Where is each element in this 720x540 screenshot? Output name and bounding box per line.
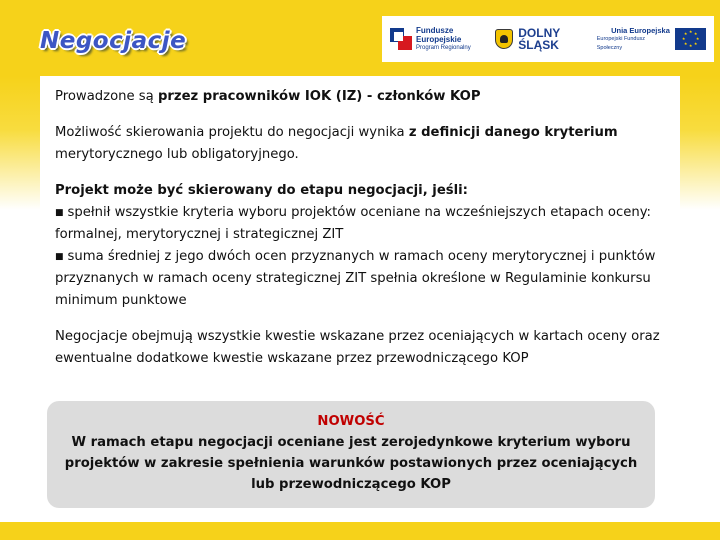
p2-text: Możliwość skierowania projektu do negocjacji wynika: [55, 125, 409, 140]
conditions-heading: Projekt może być skierowany do etapu negocjacji, jeśli:: [55, 183, 468, 198]
left-side-band: [0, 76, 40, 522]
notice-body: W ramach etapu negocjacji oceniane jest zerojedynkowe kryterium wyboru projektów w zakresie spełnienia warunków postawionych przez oceniających lub przewodniczącego KOP: [64, 435, 638, 492]
fe-logo-line2: Europejskie: [416, 34, 462, 44]
p2-suffix: merytorycznego lub obligatoryjnego.: [55, 147, 299, 162]
eagle-crest-icon: [495, 29, 513, 49]
condition-item: [55, 202, 685, 246]
paragraph-scope: [55, 326, 685, 370]
p2-bold: z definicji danego kryterium: [408, 125, 618, 140]
condition-text: suma średniej z jego dwóch ocen przyznanych w ramach oceny merytorycznej i punktów przyznanych w ramach oceny strategicznej ZIT spełnia określone w Regulaminie konkursu minimum punktowe: [55, 249, 656, 308]
condition-text: spełnił wszystkie kryteria wyboru projektów oceniane na wcześniejszych etapach oceny: formalnej, merytorycznej i strategicznej ZIT: [55, 205, 651, 242]
fe-emblem-icon: [390, 28, 412, 50]
p1-text: Prowadzone są: [55, 89, 158, 104]
eu-logo-line1: Unia Europejska: [611, 25, 670, 35]
ds-logo-line2: ŚLĄSK: [518, 38, 559, 52]
unia-europejska-logo: [597, 26, 706, 53]
square-bullet-icon: ■: [55, 252, 64, 262]
p1-bold: przez pracowników IOK (IZ) - członków KOP: [157, 89, 481, 104]
p4-text: Negocjacje obejmują wszystkie kwestie wskazane przez oceniających w kartach oceny oraz ewentualne dodatkowe kwestie wskazane przez przewodniczącego KOP: [55, 329, 660, 366]
footer-band: [0, 522, 720, 540]
notice-box: [47, 401, 655, 508]
fe-logo-line3: Program Regionalny: [416, 44, 471, 51]
eu-logo-line2: Europejski Fundusz Społeczny: [596, 35, 646, 51]
paragraph-conditions: [55, 180, 685, 312]
fe-logo-line1: Fundusze: [416, 25, 454, 35]
paragraph-conducted-by: [55, 86, 685, 108]
page-title: Negocjacje: [40, 28, 187, 54]
notice-heading: NOWOŚĆ: [317, 414, 385, 429]
right-side-band: [680, 76, 720, 522]
dolny-slask-logo: [495, 27, 588, 51]
condition-item: [55, 246, 685, 312]
ds-logo-line1: DOLNY: [518, 26, 561, 40]
eu-flag-icon: ★ ★ ★ ★ ★ ★ ★ ★: [675, 28, 706, 50]
logo-strip: [382, 16, 714, 62]
square-bullet-icon: ■: [55, 208, 64, 218]
fundusze-europejskie-logo: [390, 26, 491, 53]
paragraph-referral-possibility: [55, 122, 685, 166]
slide-content: [55, 86, 685, 384]
